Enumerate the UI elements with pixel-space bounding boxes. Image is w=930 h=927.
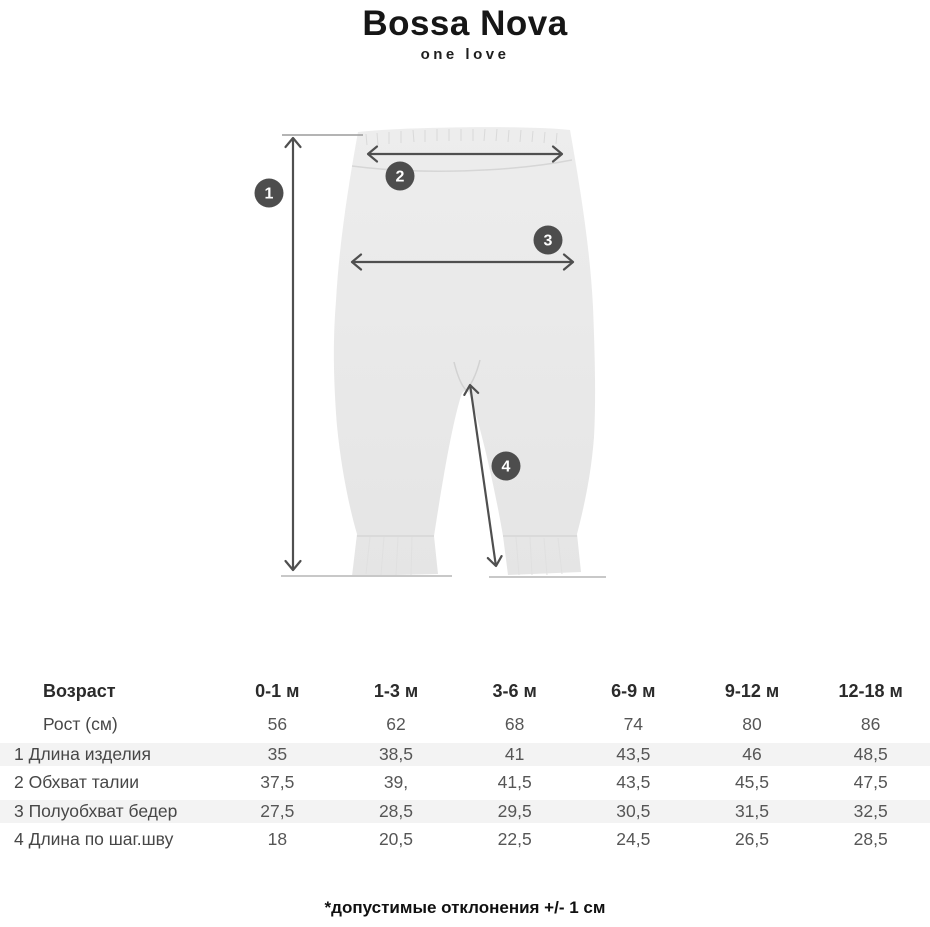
table-cell: 43,5 <box>616 743 651 764</box>
table-cell: 35 <box>267 743 288 764</box>
column-header-size-4: 6-9 м <box>611 681 656 701</box>
table-cell: 37,5 <box>260 772 295 793</box>
table-cell: 80 <box>742 713 762 734</box>
table-cell: 22,5 <box>497 829 532 850</box>
column-header-size-1: 0-1 м <box>255 681 300 701</box>
table-header-row <box>0 675 930 708</box>
table-cell: 18 <box>267 829 288 850</box>
size-table <box>0 675 930 854</box>
svg-text:3: 3 <box>543 232 553 250</box>
svg-text:1: 1 <box>264 185 274 203</box>
table-cell: 20,5 <box>378 829 414 850</box>
table-cell: 68 <box>504 713 525 734</box>
svg-text:4: 4 <box>501 458 511 476</box>
measure-badge-3 <box>534 226 563 255</box>
table-row-inseam <box>0 826 930 855</box>
table-cell: 32,5 <box>853 800 888 821</box>
table-cell: 39, <box>383 772 409 793</box>
measure-badge-2 <box>386 162 415 191</box>
table-cell: 28,5 <box>853 829 888 850</box>
brand-logo <box>0 6 930 63</box>
row-label: 3 Полуобхват бедер <box>14 800 178 821</box>
table-cell: 27,5 <box>260 800 295 821</box>
row-label: 2 Обхват талии <box>14 772 140 793</box>
measurement-diagram <box>0 95 930 610</box>
table-cell: 41 <box>504 743 525 764</box>
table-cell: 56 <box>267 713 288 734</box>
table-cell: 41,5 <box>497 772 532 793</box>
column-header-age: Возраст <box>43 681 116 701</box>
table-cell: 38,5 <box>378 743 414 764</box>
table-row-hips <box>0 797 930 826</box>
measure-arrow-length <box>286 138 301 570</box>
table-cell: 48,5 <box>853 743 888 764</box>
table-cell: 45,5 <box>734 772 770 793</box>
table-cell: 74 <box>623 713 644 734</box>
table-cell: 86 <box>860 713 881 734</box>
column-header-size-3: 3-6 м <box>492 681 537 701</box>
pants-diagram-svg <box>0 95 930 610</box>
table-cell: 29,5 <box>497 800 532 821</box>
table-cell: 62 <box>386 713 406 734</box>
measure-badge-1 <box>255 179 284 208</box>
column-header-size-5: 9-12 м <box>724 681 780 701</box>
table-cell: 26,5 <box>734 829 770 850</box>
table-cell: 28,5 <box>378 800 414 821</box>
table-cell: 31,5 <box>734 800 770 821</box>
row-label: 1 Длина изделия <box>14 743 151 764</box>
table-row-height <box>0 708 930 740</box>
measure-badge-4 <box>492 452 521 481</box>
table-cell: 30,5 <box>616 800 651 821</box>
brand-tagline: one love <box>420 45 510 63</box>
table-cell: 24,5 <box>616 829 651 850</box>
pants-illustration <box>334 127 595 576</box>
table-row-length <box>0 740 930 769</box>
table-cell: 46 <box>742 743 762 764</box>
column-header-size-6: 12-18 м <box>838 681 903 701</box>
column-header-size-2: 1-3 м <box>373 681 419 701</box>
row-label: 4 Длина по шаг.шву <box>14 829 174 850</box>
row-label: Рост (см) <box>43 713 118 734</box>
brand-name: Bossa Nova <box>362 4 568 43</box>
table-cell: 47,5 <box>853 772 888 793</box>
svg-text:2: 2 <box>395 168 405 186</box>
tolerance-footnote: *допустимые отклонения +/- 1 см <box>324 898 606 917</box>
table-row-waist <box>0 769 930 798</box>
table-cell: 43,5 <box>616 772 651 793</box>
